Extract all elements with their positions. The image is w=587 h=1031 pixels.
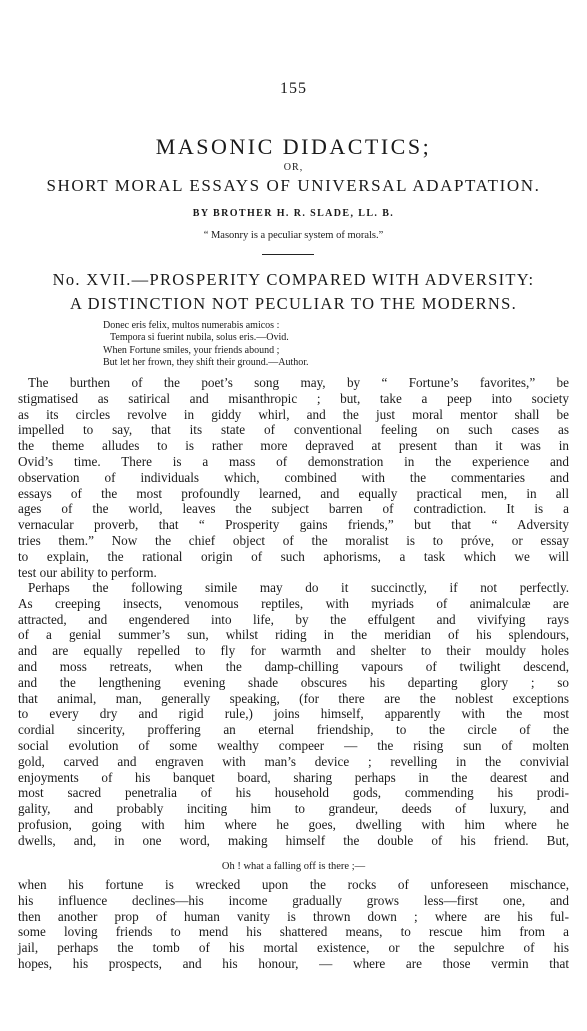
quotation-interlude: Oh ! what a falling off is there ;—: [221, 861, 366, 872]
text-line: Ovid’s time. There is a mass of demonstration in the experience and: [18, 453, 569, 469]
epigraph-line: But let her frown, they shift their ground.—Author.: [103, 357, 309, 368]
title-connector: OR,: [283, 162, 304, 173]
text-line: vernacular proverb, that “ Prosperity gains friends,” but that “ Adversity: [18, 517, 569, 533]
text-line: dwells, and, in one word, making himself the double of his friend. But,: [18, 832, 569, 848]
text-line: and are equally repelled to fly for warmth and shelter to their mouldy holes: [18, 643, 569, 659]
text-line: of a genial summer’s sun, whilst riding in the meridian of his splendours,: [18, 627, 569, 643]
text-line: some loving friends to mend his shattered means, to rescue him from a: [18, 924, 569, 940]
text-line: test our ability to perform.: [18, 564, 157, 580]
author-byline: BY BROTHER H. R. SLADE, LL. B.: [192, 208, 395, 219]
text-line: stigmatised as satirical and misanthropic ; but, take a peep into society: [18, 390, 569, 406]
text-line: tries them.” Now the chief object of the moralist is to próve, or essay: [18, 532, 569, 548]
text-line: attracted, and engendered into life, by the effulgent and vivifying rays: [18, 611, 569, 627]
text-line: when his fortune is wrecked upon the rocks of unforeseen mischance,: [18, 877, 569, 892]
text-line: jail, perhaps the tomb of his mortal existence, or the sepulchre of his: [18, 940, 569, 956]
text-line: that animal, man, generally speaking, (for there are the noblest exceptions: [18, 690, 569, 706]
text-line: social evolution of some wealthy compeer — the rising sun of molten: [18, 737, 569, 753]
text-line: essays of the most profoundly learned, and equally practical men, in all: [18, 485, 569, 501]
text-line: to explain, the rational origin of such aphorisms, a task which we will: [18, 548, 569, 564]
article-title: MASONIC DIDACTICS;: [155, 134, 432, 159]
article-subtitle: SHORT MORAL ESSAYS OF UNIVERSAL ADAPTATION.: [46, 176, 541, 195]
text-line: observation of individuals which, combined with the commentaries and: [18, 469, 569, 485]
epigraph-line: Tempora si fuerint nubila, solus eris.—Ovid.: [110, 332, 289, 343]
text-line: cordial sincerity, proffering an eternal friendship, to the circle of the: [18, 722, 569, 738]
text-line: most sacred penetralia of his household gods, commending his prodi-: [18, 785, 569, 801]
text-line: profusion, going with him where he goes, dwelling with him where he: [18, 816, 569, 832]
text-line: impelled to say, that its state of conventional feeling on such cases as: [18, 422, 569, 438]
text-line: enjoyments of his banquet board, sharing perhaps in the dearest and: [18, 769, 569, 785]
motto: “ Masonry is a peculiar system of morals.”: [203, 230, 384, 241]
text-line: ages of the world, leaves the subject barren of contradiction. It is a: [18, 501, 569, 517]
text-line: hopes, his prospects, and his honour, — where are those vermin that: [18, 955, 569, 971]
text-line: gold, carved and engraven with man’s device ; revelling in the convivial: [18, 753, 569, 769]
text-line: The burthen of the poet’s song may, by “ Fortune’s favorites,” be: [28, 375, 569, 390]
body-paragraph-3: [18, 877, 569, 972]
text-line: to every dry and rigid rule,) joins himself, apparently with the most: [18, 706, 569, 722]
text-line: as its circles revolve in giddy whirl, and the just moral mentor shall be: [18, 406, 569, 422]
body-paragraph-2: [18, 580, 569, 849]
text-line: and the lengthening evening shade obscures his departing glory ; so: [18, 674, 569, 690]
text-line: then another prop of human vanity is thrown down ; where are his ful-: [18, 908, 569, 924]
section-heading: No. XVII.—PROSPERITY COMPARED WITH ADVERSITY:: [52, 270, 535, 289]
page-number: 155: [280, 80, 307, 97]
text-line: and moss retreats, when the damp-chilling vapours of twilight descend,: [18, 658, 569, 674]
text-line: gality, and probably inciting him to grandeur, deeds of luxury, and: [18, 801, 569, 817]
text-line: his influence declines—his income gradually grows less—first one, and: [18, 892, 569, 908]
text-line: Perhaps the following simile may do it succinctly, if not perfectly.: [28, 580, 569, 595]
divider-rule: [262, 254, 314, 255]
body-paragraph-1: [18, 375, 569, 580]
epigraph-line: When Fortune smiles, your friends abound ;: [103, 345, 280, 356]
text-line: As creeping insects, venomous reptiles, with myriads of animalculæ are: [18, 595, 569, 611]
epigraph-line: Donec eris felix, multos numerabis amicos :: [103, 320, 280, 331]
section-subheading: A DISTINCTION NOT PECULIAR TO THE MODERNS.: [69, 294, 518, 313]
text-line: the theme alludes to is rather more depraved at present than it was in: [18, 438, 569, 454]
